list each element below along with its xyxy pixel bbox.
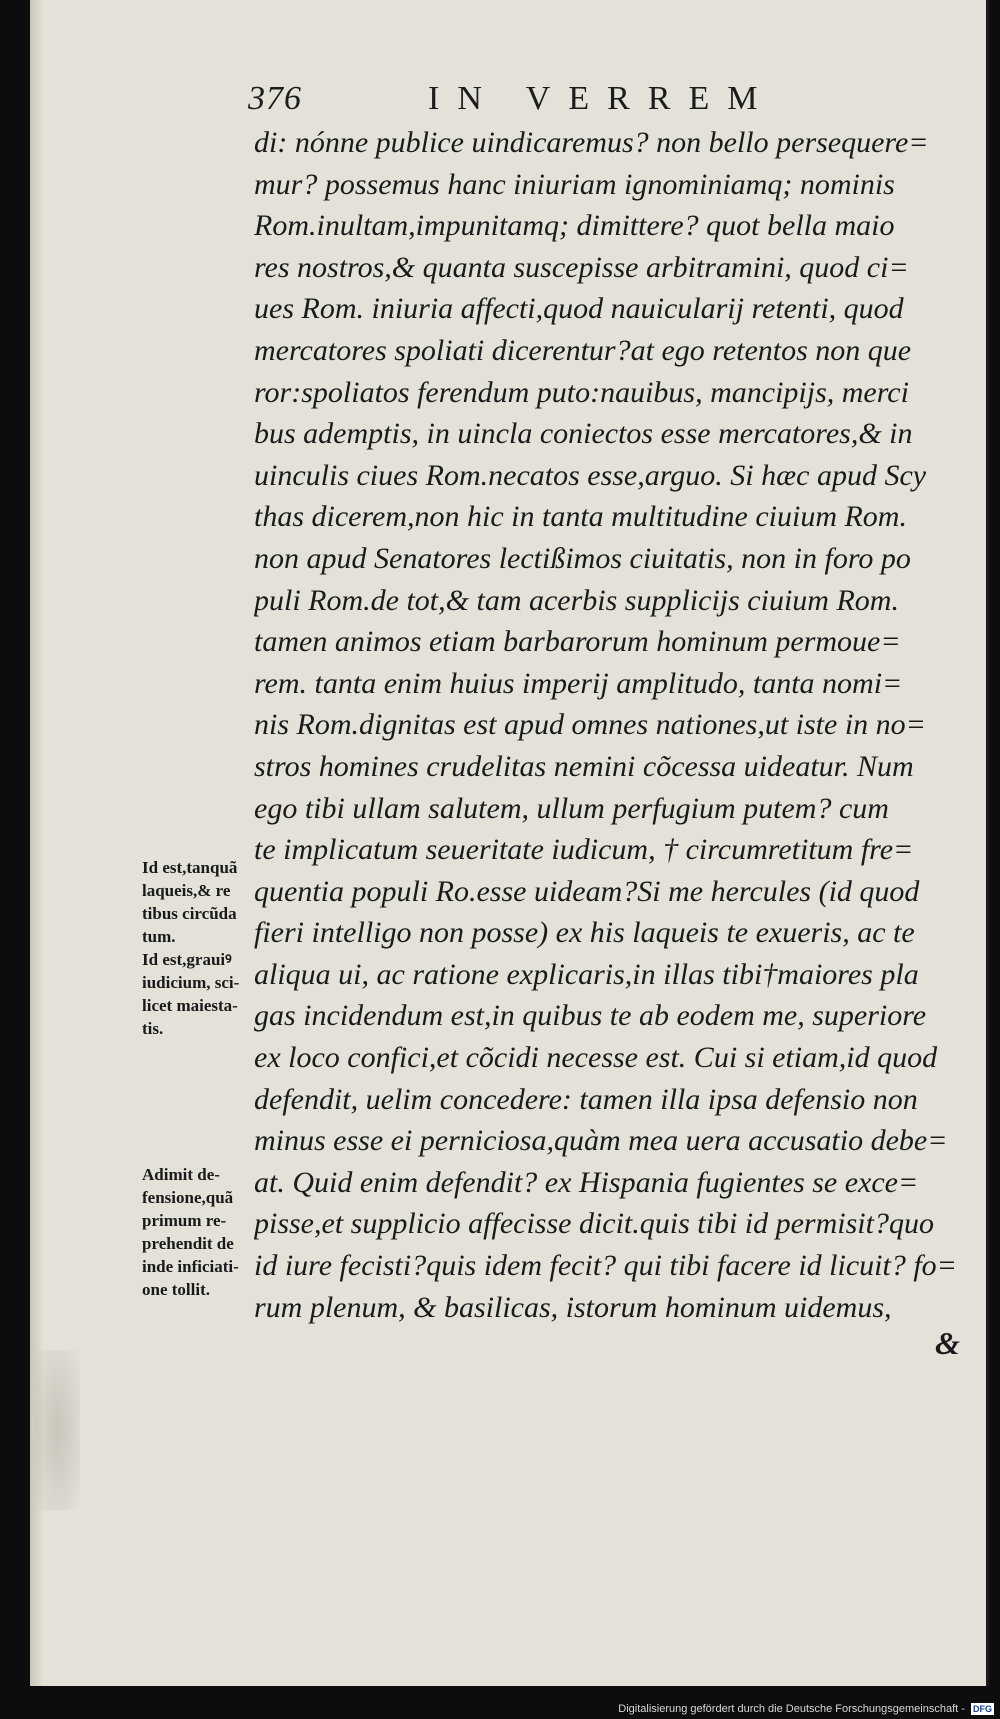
- running-head: [30, 80, 986, 124]
- text-line: aliqua ui, ac ratione explicaris,in illas tibi†maiores pla: [254, 957, 919, 991]
- text-line: res nostros,& quanta suscepisse arbitramini, quod ci=: [254, 250, 909, 284]
- text-line: minus esse ei perniciosa,quàm mea uera accusatio debe=: [254, 1124, 948, 1158]
- text-line: rum plenum, & basilicas, istorum hominum uidemus,: [254, 1290, 892, 1324]
- catchword: &: [935, 1325, 960, 1361]
- running-title: IN VERREM: [428, 80, 776, 117]
- text-line: rem. tanta enim huius imperij amplitudo, tanta nomi=: [254, 666, 903, 700]
- credit-text: Digitalisierung gefördert durch die Deutsche Forschungsgemeinschaft -: [618, 1703, 965, 1715]
- text-line: ex loco confici,et cõcidi necesse est. Cui si etiam,id quod: [254, 1041, 938, 1075]
- text-line: Rom.inultam,impunitamq; dimittere? quot bella maio: [254, 209, 895, 243]
- book-page: [30, 0, 989, 1686]
- text-line: puli Rom.de tot,& tam acerbis supplicijs ciuium Rom.: [254, 583, 899, 617]
- text-line: bus ademptis, in uincla coniectos esse mercatores,& in: [254, 417, 913, 451]
- marginal-note-line: laqueis,& re: [142, 881, 231, 900]
- text-line: uinculis ciues Rom.necatos esse,arguo. Si hæc apud Scy: [254, 458, 927, 492]
- text-line: di: nónne publice uindicaremus? non bello persequere=: [254, 126, 929, 159]
- text-line: nis Rom.dignitas est apud omnes nationes,ut iste in no=: [254, 708, 926, 742]
- text-line: mercatores spoliati dicerentur?at ego retentos non que: [254, 333, 912, 367]
- text-line: id iure fecisti?quis idem fecit? qui tibi facere id licuit? fo=: [254, 1249, 957, 1283]
- marginal-note-line: Id est,grauiꝰ: [142, 950, 232, 969]
- text-line: ues Rom. iniuria affecti,quod nauicularij retenti, quod: [254, 292, 904, 326]
- dfg-logo: DFG: [973, 1704, 992, 1715]
- marginal-note-line: tum.: [142, 927, 176, 946]
- text-line: te implicatum seueritate iudicum, † circumretitum fre=: [254, 833, 914, 867]
- text-line: non apud Senatores lectißimos ciuitatis, non in foro po: [254, 541, 911, 575]
- text-line: quentia populi Ro.esse uideam?Si me hercules (id quod: [254, 874, 920, 908]
- text-line: tamen animos etiam barbarorum hominum permoue=: [254, 625, 901, 659]
- digitization-credit: [0, 1700, 994, 1719]
- marginal-note-line: tis.: [142, 1019, 164, 1038]
- paper-stain: [35, 1350, 80, 1510]
- text-line: pisse,et supplicio affecisse dicit.quis tibi id permisit?quo: [254, 1207, 934, 1241]
- text-line: gas incidendum est,in quibus te ab eodem me, superiore: [254, 999, 927, 1033]
- text-line: defendit, uelim concedere: tamen illa ipsa defensio non: [254, 1082, 918, 1116]
- page-number: 376: [248, 80, 302, 117]
- text-line: stros homines crudelitas nemini cõcessa uideatur. Num: [254, 749, 914, 783]
- text-line: thas dicerem,non hic in tanta multitudine ciuium Rom.: [254, 500, 907, 534]
- text-line: mur? possemus hanc iniuriam ignominiamq; nominis: [254, 167, 895, 201]
- main-text-block: [254, 122, 994, 1328]
- text-line: at. Quid enim defendit? ex Hispania fugientes se exce=: [254, 1165, 919, 1199]
- marginal-note: [142, 1163, 292, 1301]
- marginal-note: [142, 856, 292, 1040]
- marginal-note-line: prehendit de: [142, 1234, 234, 1253]
- text-line: ror:spoliatos ferendum puto:nauibus, mancipijs, merci: [254, 375, 909, 409]
- marginal-note-line: Id est,tanquã: [142, 858, 238, 877]
- marginal-note-line: licet maiesta-: [142, 996, 238, 1015]
- marginal-note-line: tibus circũda: [142, 904, 237, 923]
- marginal-note-line: iudicium, sci-: [142, 973, 240, 992]
- marginal-note-line: fensione,quã: [142, 1188, 234, 1207]
- marginal-note-line: inde inficiati-: [142, 1257, 239, 1276]
- marginal-note-line: Adimit de-: [142, 1165, 220, 1184]
- text-line: fieri intelligo non posse) ex his laqueis te exueris, ac te: [254, 916, 915, 950]
- text-line: ego tibi ullam salutem, ullum perfugium putem? cum: [254, 791, 889, 825]
- marginal-note-line: primum re-: [142, 1211, 227, 1230]
- marginal-note-line: one tollit.: [142, 1280, 210, 1299]
